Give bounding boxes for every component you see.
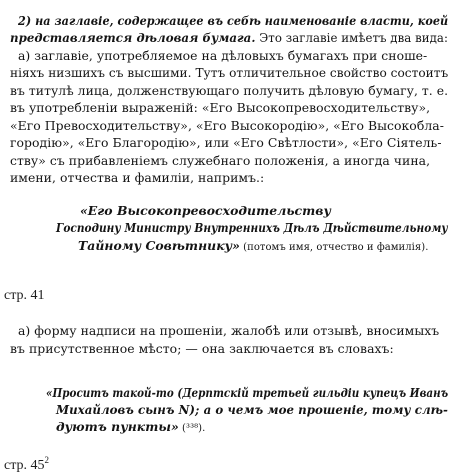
page-reference-superscript: 2 bbox=[44, 455, 50, 465]
text-line: «Его Превосходительству», «Его Высокородію», «Его Высокобла- bbox=[10, 118, 444, 133]
page-reference-41: стр. 41 bbox=[4, 288, 45, 303]
footnote-reference: (³³⁸). bbox=[178, 423, 206, 434]
page-reference-45 bbox=[4, 452, 49, 474]
italic-heading: 2) на заглавіе, содержащее въ себѣ наименованіе власти, коей bbox=[18, 13, 449, 28]
text-line: а) заглавіе, употребляемое на дѣловыхъ бумагахъ при сноше- bbox=[18, 48, 428, 63]
text-line: въ присутственное мѣсто; — она заключается въ словахъ: bbox=[10, 341, 394, 356]
text-run: Это заглавіе имѣетъ два вида: bbox=[255, 30, 448, 45]
page-reference-text: стр. 45 bbox=[4, 458, 45, 473]
text-line bbox=[10, 30, 448, 46]
quote-line: Михайловъ сынъ N); а о чемъ мое прошеніе, тому слѣ- bbox=[56, 402, 448, 417]
text-line: въ титулѣ лица, долженствующаго получить дѣловую бумагу, т. е. bbox=[10, 83, 449, 98]
text-line bbox=[18, 13, 448, 29]
example-address-line bbox=[78, 238, 428, 256]
italic-heading: представляется дѣловая бумага. bbox=[10, 30, 256, 45]
text-line: а) форму надписи на прошеніи, жалобѣ или отзывѣ, вносимыхъ bbox=[18, 323, 440, 338]
italic-text: Тайному Совѣтнику» bbox=[78, 238, 240, 253]
text-line: имени, отчества и фамиліи, напримъ.: bbox=[10, 170, 265, 185]
text-line: городію», «Его Благородію», или «Его Свѣтлости», «Его Сіятель- bbox=[10, 135, 442, 150]
quote-line: «Проситъ такой-то (Дерптскій третьей гильдіи купецъ Иванъ bbox=[46, 385, 449, 400]
quote-line bbox=[56, 419, 205, 437]
text-line: въ употребленіи выраженій: «Его Высокопревосходительству», bbox=[10, 100, 431, 115]
italic-text: дуютъ пункты» bbox=[56, 419, 179, 434]
text-line: ству» съ прибавленіемъ служебнаго положенія, а иногда чина, bbox=[10, 153, 431, 168]
small-text: (потомъ имя, отчество и фамилія). bbox=[239, 242, 429, 253]
example-address-line: Господину Министру Внутреннихъ Дѣлъ Дѣйствительному bbox=[56, 220, 448, 235]
text-line: ніяхъ низшихъ съ высшими. Тутъ отличительное свойство состоитъ bbox=[10, 65, 449, 80]
example-address-line: «Его Высокопревосходительству bbox=[80, 203, 331, 218]
